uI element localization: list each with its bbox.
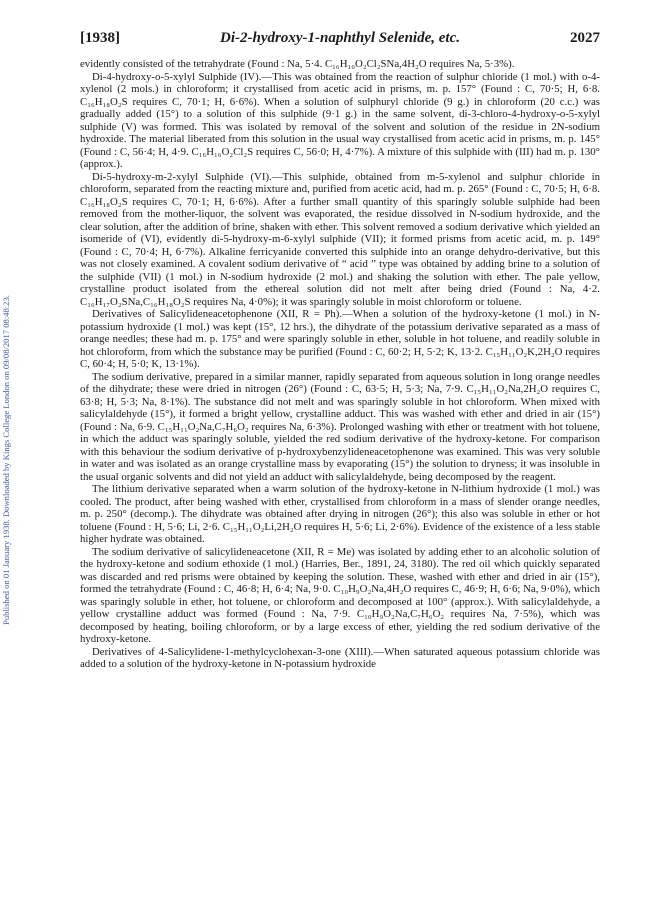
paragraph-6: The lithium derivative separated when a warm solution of the hydroxy-ketone in N-lithium hydroxide (1 mol.) was cooled. The product, after being washed with ether, crystallised from chloroform in a mass of slender orange needles, m. p. 250° (decomp.). The dihydrate was obtained after drying in nitrogen (26°); this also was soluble in ether or hot toluene (Found : H, 5·6; Li, 2·6. C₁₅H₁₁O₂Li,2H₂O requires H, 5·6; Li, 2·6%). Evidence of the existence of a less stable higher hydrate was obtained. [80, 483, 600, 545]
article-body [80, 58, 600, 671]
page-number: 2027 [570, 30, 600, 46]
paragraph-1: evidently consisted of the tetrahydrate (Found : Na, 5·4. C₁₆H₁₀O₂Cl₂SNa,4H₂O requires Na, 5·3%). [80, 58, 515, 70]
paragraph-2: Di-4-hydroxy-o-5-xylyl Sulphide (IV).—This was obtained from the reaction of sulphur chloride (1 mol.) with o-4-xylenol (2 mols.) in chloroform; it crystallised from acetic acid in prisms, m. p. 157° (Found : C, 70·5; H, 6·8. C₁₆H₁₈O₂S requires C, 70·1; H, 6·6%). When a solution of sulphuryl chloride (9 g.) in chloroform (20 c.c.) was gradually added (15°) to a solution of this sulphide (9·1 g.) in the same solvent, di-3-chloro-4-hydroxy-o-5-xylyl sulphide (V) was formed. This was isolated by removal of the solvent and solution of the residue in 2N-sodium hydroxide. The material liberated from this solution in the usual way crystallised from acetic acid in prisms, m. p. 145° (Found : C, 56·4; H, 4·9. C₁₆H₁₆O₂Cl₂S requires C, 56·0; H, 4·7%). A mixture of this sulphide with (III) had m. p. 130° (approx.). [80, 70, 600, 170]
running-title: Di-2-hydroxy-1-naphthyl Selenide, etc. [220, 30, 460, 46]
paragraph-5: The sodium derivative, prepared in a similar manner, rapidly separated from aqueous solution in long orange needles of the dihydrate; these were dried in nitrogen (26°) (Found : C, 63·5; H, 5·3; Na, 7·9. C₁₅H₁₁O₂Na,2H₂O requires C, 63·8; H, 5·3; Na, 8·1%). The substance did not melt and was sparingly soluble in hot chloroform. When mixed with salicylaldehyde (15°), it formed a bright yellow, crystalline adduct. This was washed with ether and dried in air (15°) (Found : Na, 6·9. C₁₅H₁₁O₂Na,C₇H₆O₂ requires Na, 6·3%). Prolonged washing with ether or treatment with hot toluene, in which the adduct was sparingly soluble, yielded the red sodium derivative of the hydroxy-ketone. For comparison with this behaviour the sodium derivative of p-hydroxybenzylideneacetophenone was examined. This was very soluble in water and was isolated as an orange crystalline mass by evaporating (15°) the solution to dryness; it was insoluble in the usual organic solvents and did not yield an adduct with salicylaldehyde, being decomposed by the reagent. [80, 370, 600, 483]
journal-year: [1938] [80, 30, 120, 46]
page-header [80, 30, 600, 50]
paragraph-3: Di-5-hydroxy-m-2-xylyl Sulphide (VI).—This sulphide, obtained from m-5-xylenol and sulphur chloride in chloroform, separated from the reacting mixture and, purified from acetic acid, had m. p. 265° (Found : C, 70·5; H, 6·8. C₁₆H₁₈O₂S requires C, 70·1; H, 6·6%). After a further small quantity of this sparingly soluble sulphide had been removed from the mother-liquor, the solvent was evaporated, the residue dissolved in N-sodium hydroxide, and the clear solution, after the addition of brine, shaken with ether. This solvent removed a sodium derivative which yielded an isomeride of (VI), evidently di-5-hydroxy-m-6-xylyl sulphide (VII); it formed prisms from acetic acid, m. p. 149° (Found : C, 70·4; H, 6·7%). Alkaline ferricyanide converted this sulphide into an orange dehydro-derivative, but this was not closely examined. A covalent sodium derivative of “ acid ” type was obtained by adding brine to a solution of the sulphide (VII) (1 mol.) in N-sodium hydroxide (2 mol.) and shaking the solution with ether. The pale yellow, crystalline product isolated from the ethereal solution did not melt after being dried (Found : Na, 4·2. C₁₆H₁₇O₂SNa,C₁₆H₁₈O₂S requires Na, 4·0%); it was sparingly soluble in moist chloroform or toluene. [80, 170, 600, 308]
paragraph-7: The sodium derivative of salicylideneacetone (XII, R = Me) was isolated by adding ether to an alcoholic solution of the hydroxy-ketone and sodium ethoxide (1 mol.) (Harries, Ber., 1891, 24, 3180). The red oil which quickly separated was discarded and red prisms were obtained by keeping the solution. These, washed with ether and dried in air (15°), formed the tetrahydrate (Found : C, 46·8; H, 6·4; Na, 9·0. C₁₀H₉O₂Na,4H₂O requires C, 46·9; H, 6·6; Na, 9·0%), which was sparingly soluble in ether, hot toluene, or chloroform and decomposed at 100° (approx.). With salicylaldehyde, a yellow crystalline adduct was formed (Found : Na, 7·9. C₁₀H₉O₂Na,C₇H₆O₂ requires Na, 7·5%), which was decomposed by heating, boiling chloroform, or by a large excess of ether, yielding the red sodium derivative of the hydroxy-ketone. [80, 545, 600, 645]
paragraph-8: Derivatives of 4-Salicylidene-1-methylcyclohexan-3-one (XIII).—When saturated aqueous potassium chloride was added to a solution of the hydroxy-ketone in N-potassium hydroxide [80, 645, 600, 670]
publication-sidebar[interactable]: Published on 01 January 1938. Downloaded by Kings College London on 09/08/2017 08:48:23. [1, 295, 11, 625]
paragraph-4: Derivatives of Salicylideneacetophenone (XII, R = Ph).—When a solution of the hydroxy-ketone (1 mol.) in N-potassium hydroxide (1 mol.) was kept (15°, 12 hrs.), the dihydrate of the potassium derivative separated as a mass of orange needles; these had m. p. 175° and were sparingly soluble in ether, soluble in hot toluene, and readily soluble in hot chloroform, from which the substance may be purified (Found : C, 60·2; H, 5·2; K, 13·2. C₁₅H₁₁O₂K,2H₂O requires C, 60·4; H, 5·0; K, 13·1%). [80, 308, 600, 370]
